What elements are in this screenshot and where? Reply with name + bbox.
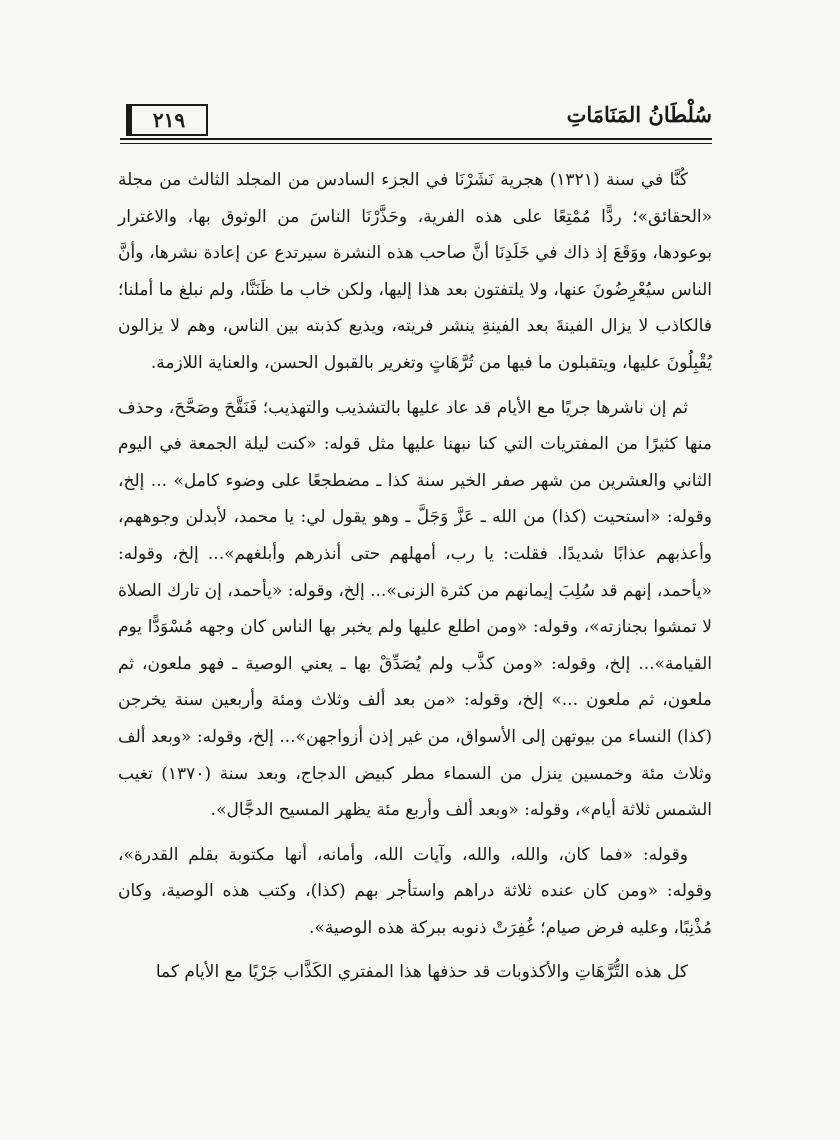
paragraph-3: وقوله: «فما كان، والله، والله، وآيات الله، وأمانه، أنها مكتوبة بقلم القدرة»، وقوله: «ومن كان عنده ثلاثة دراهم واستأجر بهم (كذا)، وكتب هذه الوصية، وكان مُذْنِبًا، وعليه فرض صيام؛ غُفِرَتْ ذنوبه ببركة هذه الوصية». bbox=[118, 844, 712, 938]
paragraph-4: كل هذه التُّرَّهَاتِ والأكذوبات قد حذفها هذا المفتري الكَذَّاب جَرْيًا مع الأيام كما bbox=[155, 962, 688, 983]
page-header bbox=[120, 100, 712, 142]
page-number: ٢١٩ bbox=[130, 104, 208, 136]
header-rule bbox=[120, 138, 712, 140]
running-title: سُلْطَانُ المَنَامَاتِ bbox=[566, 102, 712, 127]
paragraph-2: ثم إن ناشرها جريًا مع الأيام قد عاد عليها بالتشذيب والتهذيب؛ فَنَقَّحَ وصَحَّحَ، وحذف منها كثيرًا من المفتريات التي كنا نبهنا عليها مثل قوله: «كنت ليلة الجمعة في اليوم الثاني والعشرين من شهر صفر الخير سنة كذا ـ مضطجعًا على وضوء كامل» ... إلخ، وقوله: «استحيت (كذا) من الله ـ عَزَّ وَجَلَّ ـ وهو يقول لي: يا محمد، لأبدلن وجوههم، وأعذبهم عذابًا شديدًا. فقلت: يا رب، أمهلهم حتى أنذرهم وأبلغهم»... إلخ، وقوله: «يأحمد، إنهم قد سُلِبَ إيمانهم من كثرة الزنى»... إلخ، وقوله: «يأحمد، إن تارك الصلاة لا تمشوا بجنازته»، وقوله: «ومن اطلع عليها ولم يخبر بها الناس كان وجهه مُسْوَدًّا يوم القيامة»... إلخ، وقوله: «ومن كذَّب ولم يُصَدِّقْ بها ـ يعني الوصية ـ فهو ملعون، ثم ملعون، ثم ملعون ...» إلخ، وقوله: «من بعد ألف وثلاث ومئة وأربعين سنة يخرجن (كذا) النساء من بيوتهن إلى الأسواق، من غير إذن أزواجهن»... إلخ، وقوله: «وبعد ألف وثلاث مئة وخمسين ينزل من السماء مطر كبيض الدجاج، وبعد سنة (١٣٧٠) تغيب الشمس ثلاثة أيام»، وقوله: «وبعد ألف وأربع مئة يظهر المسيح الدجَّال». bbox=[118, 397, 712, 821]
header-rule-thin bbox=[120, 143, 712, 144]
paragraph-1: كُنَّا في سنة (١٣٢١) هجرية نَشَرْنَا في الجزء السادس من المجلد الثالث من مجلة «الحقائق»؛ ردًّا مُمْتِعًا على هذه الفرية، وحَذَّرْنَا الناسَ من الوثوق بها، والاغترار بوعودها، ووَقَعَ إذ ذاك في خَلَدِنَا أنَّ صاحب هذه النشرة سيرتدع عن إعادة نشرها، وأنَّ الناس سيُعْرِضُونَ عنها، ولا يلتفتون بعد هذا إليها، ولكن خاب ما ظَنَنَّا، ولم نبلغ ما أملنا؛ فالكاذب لا يزال الفينةَ بعد الفينةِ ينشر فريته، ويذيع كذبته بين الناس، وهم لا يزالون يُقْبِلُونَ عليها، ويتقبلون ما فيها من تُرَّهَاتٍ وتغرير بالقبول الحسن، والعناية اللازمة. bbox=[118, 170, 712, 373]
body-text bbox=[118, 162, 712, 999]
